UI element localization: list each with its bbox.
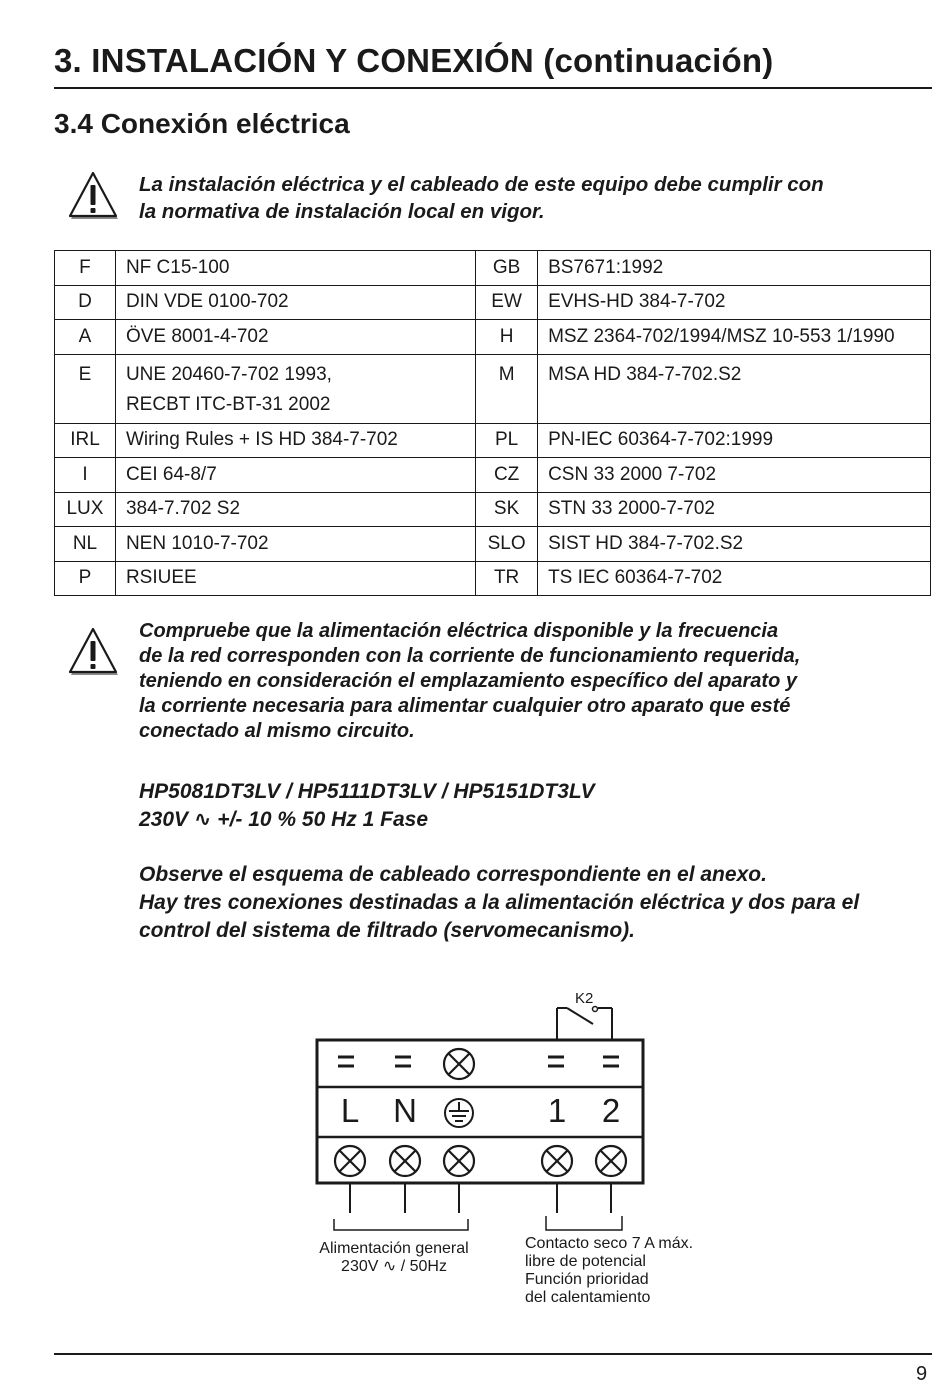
label-line: libre de potencial: [525, 1253, 646, 1270]
country-code: A: [55, 320, 116, 355]
note-line: Observe el esquema de cableado correspondiente en el anexo.: [139, 863, 767, 886]
warning-line: la corriente necesaria para alimentar cualquier otro aparato que esté: [139, 695, 791, 717]
terminal-screw-icon: [335, 1146, 365, 1176]
heading-divider: [54, 87, 932, 89]
equals-icon: [548, 1057, 564, 1066]
label-line: Alimentación general: [319, 1240, 469, 1257]
table-row: [55, 354, 931, 423]
contact-label: [525, 1235, 693, 1307]
standard: [115, 354, 475, 423]
terminal-label-n: N: [393, 1092, 417, 1129]
country-code: E: [55, 354, 116, 423]
standard-line: RECBT ITC-BT-31 2002: [125, 393, 331, 415]
standard: MSA HD 384-7-702.S2: [538, 354, 931, 423]
contact-bracket: [546, 1216, 622, 1230]
standard: MSZ 2364-702/1994/MSZ 10-553 1/1990: [538, 320, 931, 355]
country-code: LUX: [55, 492, 116, 527]
page-number: 9: [916, 1363, 928, 1385]
country-code: SK: [476, 492, 538, 527]
country-code: F: [55, 251, 116, 286]
country-code: D: [55, 285, 116, 320]
standard: TS IEC 60364-7-702: [538, 561, 931, 596]
table-row: [55, 561, 931, 596]
warning-line: La instalación eléctrica y el cableado de este equipo debe cumplir con: [139, 173, 824, 196]
country-code: M: [476, 354, 538, 423]
note-line: Hay tres conexiones destinadas a la alimentación eléctrica y dos para el: [139, 891, 860, 914]
warning-line: conectado al mismo circuito.: [139, 720, 415, 742]
equals-icon: [395, 1057, 411, 1066]
standard: RSIUEE: [115, 561, 475, 596]
country-code: GB: [476, 251, 538, 286]
ground-symbol-icon: [445, 1099, 473, 1127]
page-heading: 3. INSTALACIÓN Y CONEXIÓN (continuación): [54, 42, 774, 79]
relay-contact-icon: [557, 1007, 612, 1041]
table-row: [55, 423, 931, 458]
equals-icon: [603, 1057, 619, 1066]
note-line: control del sistema de filtrado (servomecanismo).: [139, 919, 635, 942]
label-line: Contacto seco 7 A máx.: [525, 1235, 694, 1252]
country-code: SLO: [476, 527, 538, 562]
terminal-label-1: 1: [547, 1092, 567, 1129]
country-code: TR: [476, 561, 538, 596]
country-code: H: [476, 320, 538, 355]
supply-label: [311, 1240, 477, 1276]
country-code: PL: [476, 423, 538, 458]
table-row: [55, 320, 931, 355]
table-row: [55, 527, 931, 562]
model-list: HP5081DT3LV / HP5111DT3LV / HP5151DT3LV: [139, 780, 595, 803]
standard: EVHS-HD 384-7-702: [538, 285, 931, 320]
power-supply-warning: [139, 619, 800, 744]
table-row: [55, 285, 931, 320]
label-line: Función prioridad: [525, 1271, 649, 1288]
standard: PN-IEC 60364-7-702:1999: [538, 423, 931, 458]
warning-line: teniendo en consideración el emplazamiento específico del aparato y: [139, 670, 797, 692]
terminal-screw-icon: [596, 1146, 626, 1176]
installation-warning: [139, 171, 824, 225]
supply-bracket: [334, 1219, 468, 1230]
standard: CEI 64-8/7: [115, 458, 475, 493]
terminal-screw-icon: [390, 1146, 420, 1176]
standard: Wiring Rules + IS HD 384-7-702: [115, 423, 475, 458]
footer-divider: [54, 1353, 932, 1355]
standard-line: UNE 20460-7-702 1993,: [125, 363, 332, 385]
standard: SIST HD 384-7-702.S2: [538, 527, 931, 562]
country-code: IRL: [55, 423, 116, 458]
country-code: I: [55, 458, 116, 493]
warning-line: la normativa de instalación local en vigor.: [139, 200, 545, 223]
standards-table: [54, 250, 931, 596]
country-code: CZ: [476, 458, 538, 493]
standard: CSN 33 2000 7-702: [538, 458, 931, 493]
standard: 384-7.702 S2: [115, 492, 475, 527]
standard: NF C15-100: [115, 251, 475, 286]
warning-line: de la red corresponden con la corriente de funcionamiento requerida,: [139, 645, 801, 667]
standard: BS7671:1992: [538, 251, 931, 286]
terminal-label-2: 2: [601, 1092, 621, 1129]
terminal-label-l: L: [340, 1092, 360, 1129]
terminal-screw-icon: [444, 1049, 474, 1079]
power-spec: 230V ∿ +/- 10 % 50 Hz 1 Fase: [139, 808, 429, 831]
supply-wires: [350, 1183, 459, 1213]
standard: ÖVE 8001-4-702: [115, 320, 475, 355]
standard: DIN VDE 0100-702: [115, 285, 475, 320]
relay-label: K2: [575, 990, 594, 1007]
section-title: 3.4 Conexión eléctrica: [54, 108, 350, 139]
warning-triangle-icon: [67, 626, 121, 680]
contact-wires: [557, 1183, 611, 1213]
country-code: P: [55, 561, 116, 596]
label-line: 230V ∿ / 50Hz: [341, 1258, 447, 1275]
standard: STN 33 2000-7-702: [538, 492, 931, 527]
standard: NEN 1010-7-702: [115, 527, 475, 562]
label-line: del calentamiento: [525, 1289, 651, 1306]
terminal-screw-icon: [444, 1146, 474, 1176]
warning-triangle-icon: [67, 170, 121, 224]
equals-icon: [338, 1057, 354, 1066]
table-row: [55, 458, 931, 493]
country-code: NL: [55, 527, 116, 562]
table-row: [55, 492, 931, 527]
table-row: [55, 251, 931, 286]
wiring-note: [139, 861, 859, 945]
warning-line: Compruebe que la alimentación eléctrica disponible y la frecuencia: [139, 620, 779, 642]
terminal-screw-icon: [542, 1146, 572, 1176]
country-code: EW: [476, 285, 538, 320]
